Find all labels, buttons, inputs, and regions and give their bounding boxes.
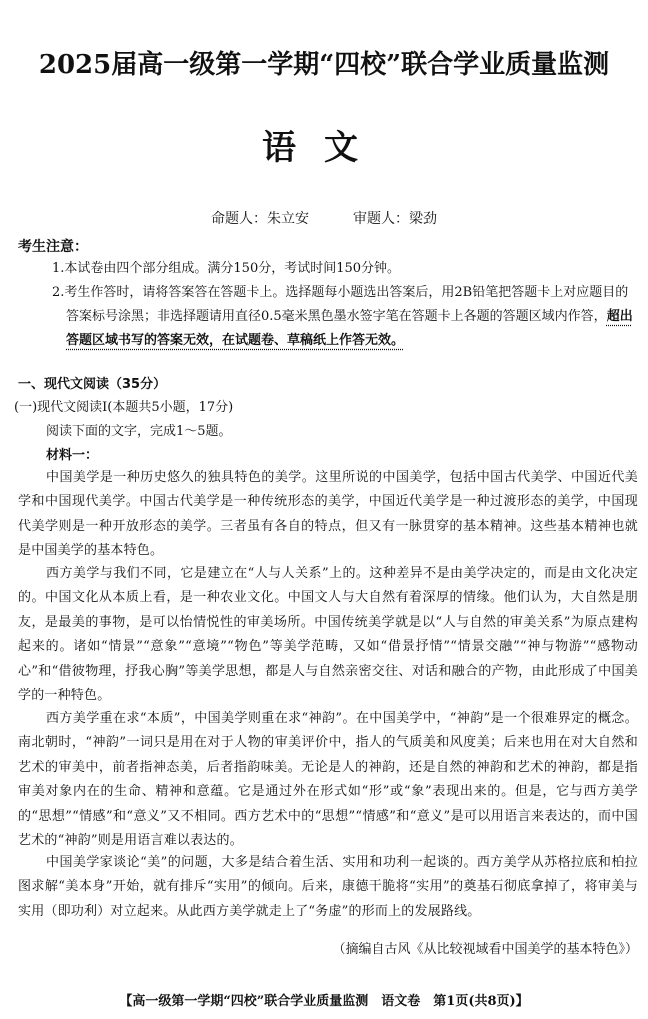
notice-item-2: [52, 281, 638, 353]
notice-item-2-emphasis: 超出答题区域书写的答案无效，在试题卷、草稿纸上作答无效。: [66, 309, 633, 348]
passage-source: （摘编自古风《从比较视域看中国美学的基本特色》）: [332, 942, 638, 957]
passage-paragraph-4: 中国美学家谈论“美”的问题，大多是结合着生活、实用和功利一起谈的。西方美学从苏格拉底和柏拉图求解“美本身”开始，就有排斥“实用”的倾向。后来，康德干脆将“实用”的奠基石彻底拿掉了，将审美与实用（即功利）对立起来。从此西方美学就走上了“务虚”的形而上的发展路线。: [18, 855, 638, 919]
authors-line: [0, 208, 648, 228]
notice-heading: 考生注意：: [18, 239, 88, 255]
material-label: 材料一：: [46, 448, 99, 463]
notice-item-2-text: 2.考生作答时，请将答案答在答题卡上。选择题每小题选出答案后，用2B铅笔把答题卡上对应题目的答案标号涂黑；非选择题请用直径0.5毫米黑色墨水签字笔在答题卡上各题的答题区域内作答，: [52, 285, 629, 324]
notice-item-1: 1.本试卷由四个部分组成。满分150分，考试时间150分钟。: [52, 261, 401, 276]
question-setter: 命题人：朱立安: [211, 211, 309, 227]
section-heading: 一、现代文阅读（35分）: [18, 377, 167, 392]
passage-paragraph-3: 西方美学重在求“本质”，中国美学则重在求“神韵”。在中国美学中，“神韵”是一个很难界定的概念。南北朝时，“神韵”一词只是用在对于人物的审美评价中，指人的气质美和风度美；后来也用在对大自然和艺术的审美中，前者指神态美，后者指韵味美。无论是人的神韵，还是自然的神韵和艺术的神韵，都是指审美对象内在的生命、精神和意蕴。它是通过外在形式如“形”或“象”表现出来的。但是，它与西方美学的“思想”“情感”和“意义”又不相同。西方艺术中的“思想”“情感”和“意义”是可以用语言来表达的，而中国艺术的“神韵”则是用语言难以表达的。: [18, 711, 638, 849]
subject-title: 语文: [262, 128, 386, 168]
subsection-heading: (一)现代文阅读Ⅰ(本题共5小题，17分): [14, 400, 234, 415]
exam-title: 2025届高一级第一学期“四校”联合学业质量监测: [38, 50, 610, 80]
page-footer: 【高一级第一学期“四校”联合学业质量监测 语文卷 第1页(共8页)】: [119, 994, 529, 1009]
passage-paragraph-2: 西方美学与我们不同，它是建立在“人与人关系”上的。这种差异不是由美学决定的，而是由文化决定的。中国文化从本质上看，是一种农业文化。中国文人与大自然有着深厚的情缘。他们认为，大自然是朋友，是最美的事物，是可以怡情悦性的审美场所。中国传统美学就是以“人与自然的审美关系”为原点建构起来的。诸如“情景”“意象”“意境”“物色”等美学范畴，又如“借景抒情”“情景交融”“神与物游”“感物动心”和“借彼物理，抒我心胸”等美学思想，都是人与自然亲密交往、对话和融合的产物，由此形成了中国美学的一种特色。: [18, 566, 638, 704]
reading-instruction: 阅读下面的文字，完成1～5题。: [46, 424, 232, 439]
passage-paragraph-1: 中国美学是一种历史悠久的独具特色的美学。这里所说的中国美学，包括中国古代美学、中国近代美学和中国现代美学。中国古代美学是一种传统形态的美学，中国近代美学是一种过渡形态的美学，中国现代美学则是一种开放形态的美学。三者虽有各自的特点，但又有一脉贯穿的基本精神。这些基本精神也就是中国美学的基本特色。: [18, 470, 638, 559]
question-reviewer: 审题人：梁劲: [353, 211, 437, 227]
